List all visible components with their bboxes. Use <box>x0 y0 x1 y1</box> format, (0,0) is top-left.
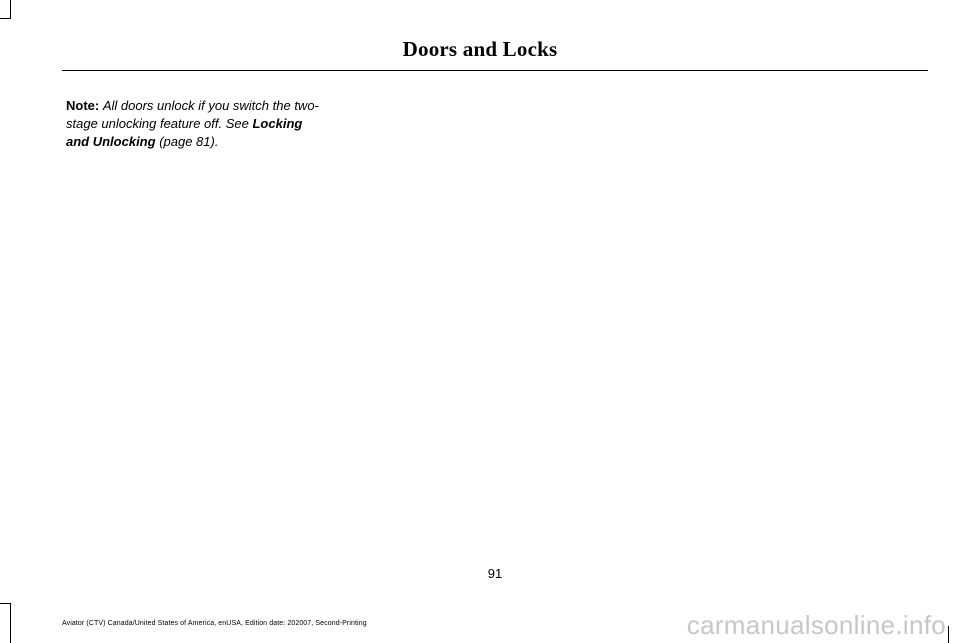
note-text: All doors unlock if you switch the two-stage unlocking feature off. See <box>66 98 319 131</box>
note-label: Note: <box>66 98 100 113</box>
crop-mark-bottom-left-horizontal <box>0 603 11 604</box>
header-divider <box>62 70 928 71</box>
crop-mark-bottom-right-vertical <box>948 626 949 643</box>
crop-mark-top-left-horizontal <box>0 18 11 19</box>
note-paragraph <box>66 97 326 151</box>
watermark: carmanualsonline.info <box>686 610 946 640</box>
crop-mark-top-left-vertical <box>10 0 11 18</box>
page-reference: (page 81). <box>159 134 219 149</box>
edition-footer: Aviator (CTV) Canada/United States of America, enUSA, Edition date: 202007, Second-Printing <box>62 620 367 627</box>
page-title: Doors and Locks <box>402 37 558 61</box>
crop-mark-bottom-left-vertical <box>10 603 11 643</box>
page-number: 91 <box>487 566 503 581</box>
cross-reference-link[interactable]: Locking and Unlocking <box>66 116 303 149</box>
